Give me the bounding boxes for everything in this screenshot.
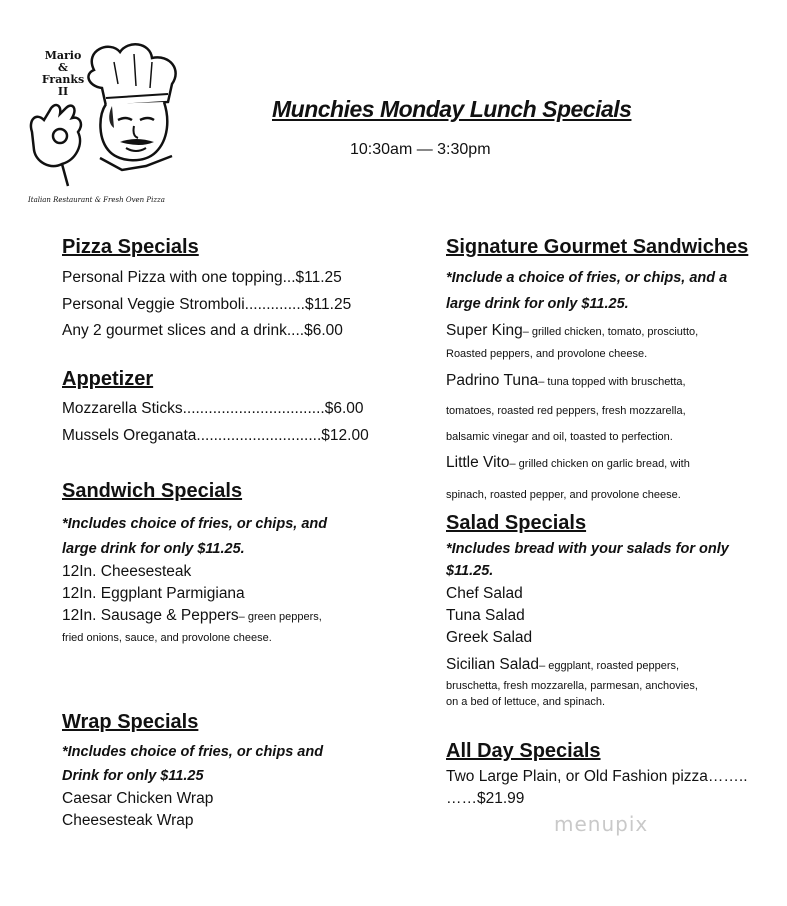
- wrap-heading: Wrap Specials: [62, 711, 199, 733]
- menu-item: [62, 296, 351, 314]
- wrap-item: Cheesesteak Wrap: [62, 812, 194, 829]
- watermark: menupix: [554, 812, 649, 836]
- salad-item: Tuna Salad: [446, 607, 525, 624]
- salad-note-2: $11.25.: [446, 563, 494, 579]
- item-price: $6.00: [304, 322, 343, 339]
- item-desc: – grilled chicken on garlic bread, with: [509, 458, 690, 470]
- wrap-note-1: *Includes choice of fries, or chips and: [62, 744, 324, 760]
- page-title: Munchies Monday Lunch Specials: [272, 96, 632, 122]
- allday-line-1: Two Large Plain, or Old Fashion pizza……..: [446, 768, 748, 785]
- logo-name-line2: Franks: [41, 73, 85, 86]
- menu-item: [62, 400, 364, 418]
- sandwich-note-1: *Includes choice of fries, or chips, and: [62, 516, 328, 532]
- sandwich-heading: Sandwich Specials: [62, 480, 243, 502]
- logo-tagline: Italian Restaurant & Fresh Oven Pizza: [28, 196, 165, 204]
- allday-line-2: ……$21.99: [446, 790, 525, 807]
- item-price: $11.25: [295, 269, 342, 286]
- item-desc: tomatoes, roasted red peppers, fresh mozzarella,: [446, 405, 686, 417]
- gourmet-item: [446, 322, 698, 340]
- salad-item: [446, 656, 679, 674]
- item-desc: spinach, roasted pepper, and provolone cheese.: [446, 489, 681, 501]
- item-label: Any 2 gourmet slices and a drink....: [62, 322, 305, 339]
- gourmet-item: [446, 454, 690, 472]
- logo: [22, 40, 202, 210]
- pizza-heading: Pizza Specials: [62, 236, 199, 258]
- gourmet-item: [446, 372, 686, 390]
- item-label: Mussels Oreganata.............................: [62, 427, 322, 444]
- item-price: $6.00: [324, 400, 364, 417]
- logo-name-line1: Mario &: [44, 49, 82, 74]
- gourmet-note-2: large drink for only $11.25.: [446, 296, 629, 312]
- item-desc: fried onions, sauce, and provolone cheese.: [62, 632, 272, 644]
- sandwich-item: 12In. Cheesesteak: [62, 563, 192, 580]
- salad-item: Chef Salad: [446, 585, 523, 602]
- item-name: 12In. Sausage & Peppers: [62, 607, 239, 624]
- item-desc: balsamic vinegar and oil, toasted to perfection.: [446, 431, 673, 443]
- salad-item: Greek Salad: [446, 629, 533, 646]
- item-desc: on a bed of lettuce, and spinach.: [446, 696, 606, 708]
- item-label: Personal Pizza with one topping...: [62, 269, 296, 286]
- gourmet-heading: Signature Gourmet Sandwiches: [446, 236, 749, 258]
- item-desc: Roasted peppers, and provolone cheese.: [446, 348, 648, 360]
- wrap-item: Caesar Chicken Wrap: [62, 790, 214, 807]
- item-price: $11.25: [304, 296, 352, 313]
- hours: 10:30am — 3:30pm: [350, 141, 491, 158]
- item-name: Padrino Tuna: [446, 372, 539, 389]
- item-desc: – green peppers,: [238, 611, 322, 623]
- logo-name-line3: II: [57, 85, 69, 98]
- gourmet-note-1: *Include a choice of fries, or chips, and a: [446, 270, 728, 286]
- salad-heading: Salad Specials: [446, 512, 587, 534]
- menu-item: [62, 269, 342, 287]
- item-name: Sicilian Salad: [446, 656, 540, 673]
- menu-item: [62, 427, 369, 445]
- menu-item: [62, 322, 343, 340]
- sandwich-item: 12In. Eggplant Parmigiana: [62, 585, 245, 602]
- appetizer-heading: Appetizer: [62, 368, 154, 390]
- item-desc: – grilled chicken, tomato, prosciutto,: [522, 326, 699, 338]
- item-desc: bruschetta, fresh mozzarella, parmesan, anchovies,: [446, 680, 698, 692]
- sandwich-item: [62, 607, 322, 625]
- item-name: Little Vito: [446, 454, 510, 471]
- sandwich-note-2: large drink for only $11.25.: [62, 541, 245, 557]
- item-desc: – eggplant, roasted peppers,: [539, 660, 680, 672]
- salad-note-1: *Includes bread with your salads for only: [446, 541, 729, 557]
- allday-heading: All Day Specials: [446, 740, 601, 762]
- item-desc: – tuna topped with bruschetta,: [538, 376, 686, 388]
- item-name: Super King: [446, 322, 523, 339]
- item-label: Mozzarella Sticks.................................: [62, 400, 325, 417]
- item-price: $12.00: [321, 427, 369, 444]
- wrap-note-2: Drink for only $11.25: [62, 768, 204, 784]
- item-label: Personal Veggie Stromboli..............: [62, 296, 305, 313]
